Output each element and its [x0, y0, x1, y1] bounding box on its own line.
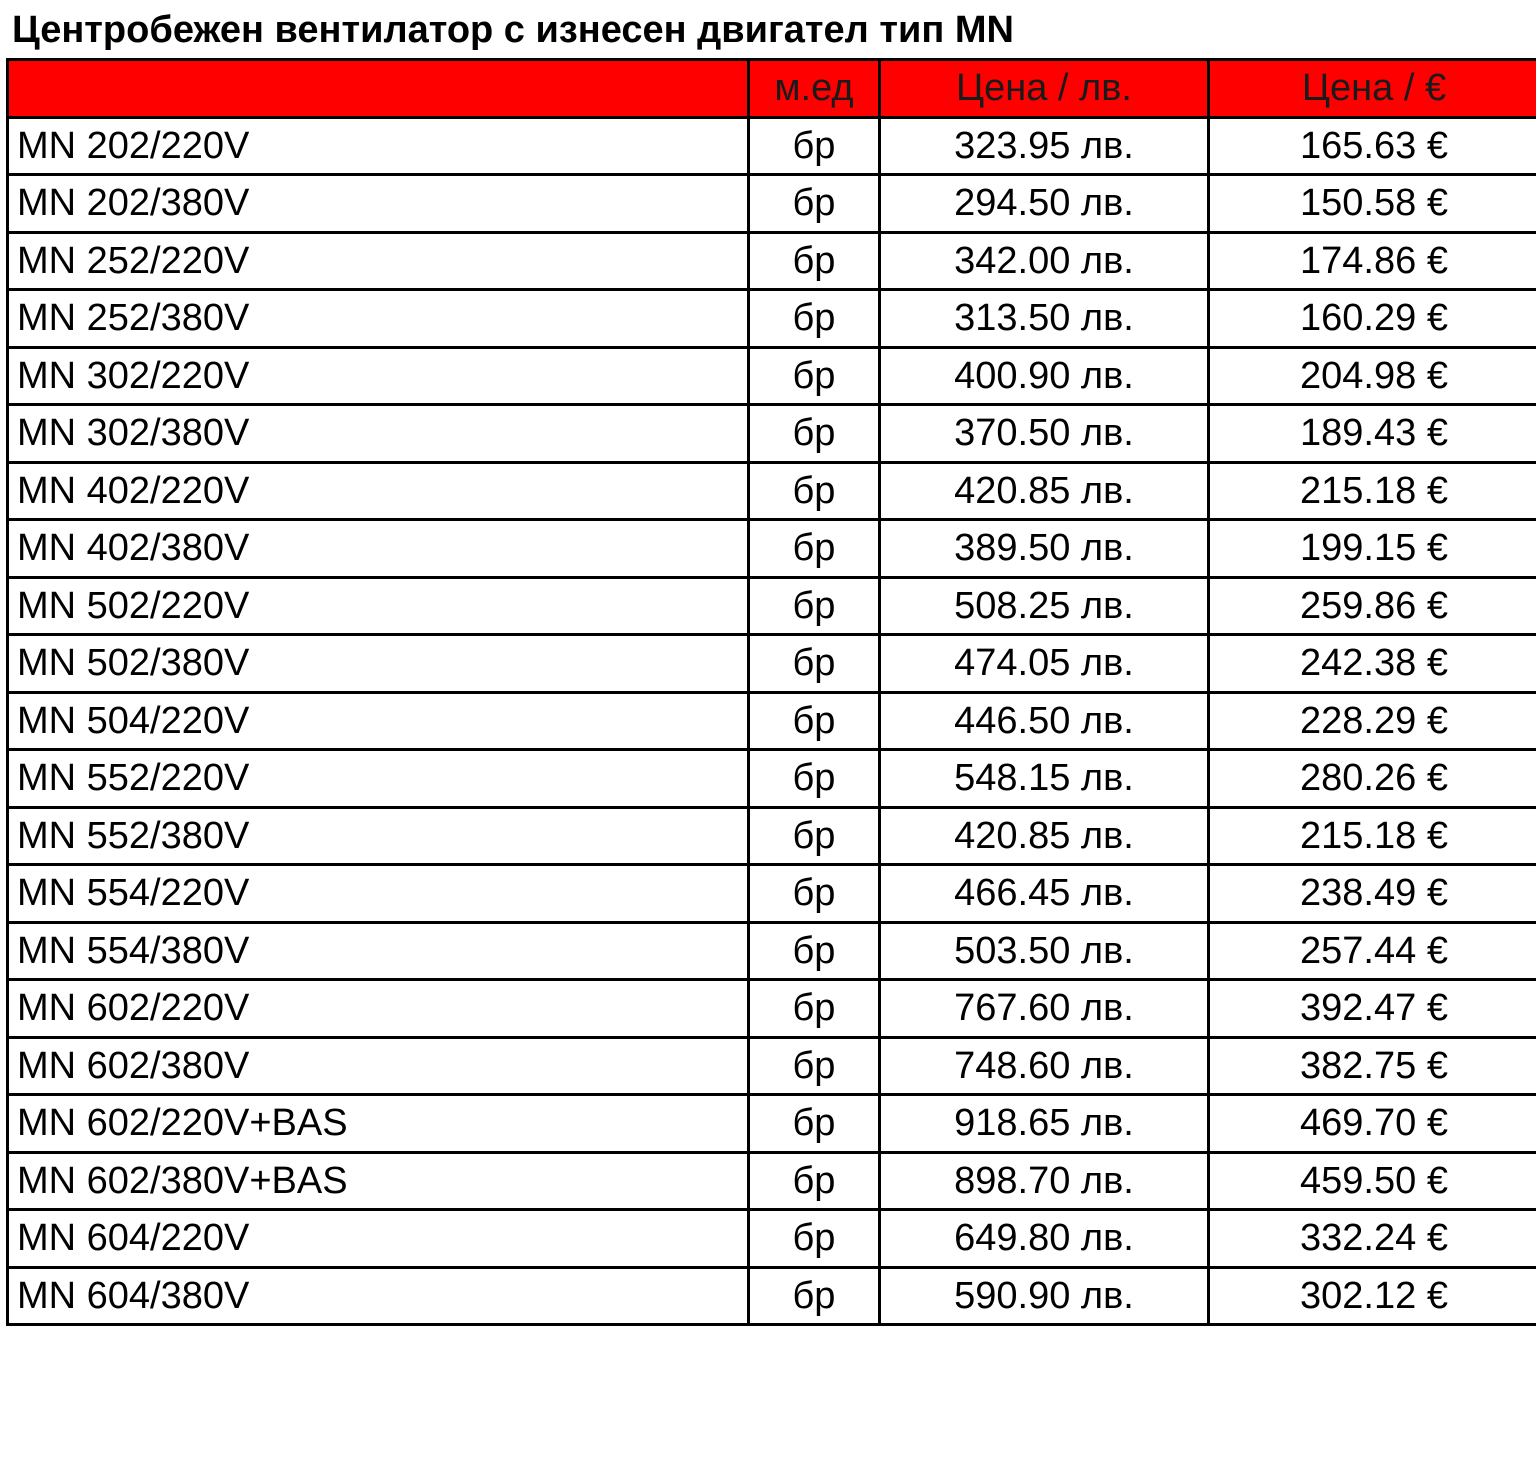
cell-unit: бр — [749, 1037, 880, 1095]
cell-unit: бр — [749, 750, 880, 808]
cell-price-eur: 215.18 € — [1209, 807, 1536, 865]
cell-price-eur: 228.29 € — [1209, 692, 1536, 750]
cell-unit: бр — [749, 865, 880, 923]
table-row — [8, 750, 1536, 808]
cell-product-name: MN 252/220V — [8, 232, 749, 290]
cell-price-eur: 160.29 € — [1209, 290, 1536, 348]
cell-price-bgn: 446.50 лв. — [880, 692, 1209, 750]
table-body — [8, 117, 1536, 1325]
cell-product-name: MN 502/220V — [8, 577, 749, 635]
cell-unit: бр — [749, 577, 880, 635]
cell-unit: бр — [749, 290, 880, 348]
cell-product-name: MN 602/220V+BAS — [8, 1095, 749, 1153]
cell-product-name: MN 602/380V — [8, 1037, 749, 1095]
cell-product-name: MN 602/380V+BAS — [8, 1152, 749, 1210]
cell-unit: бр — [749, 347, 880, 405]
cell-unit: бр — [749, 807, 880, 865]
cell-product-name: MN 554/380V — [8, 922, 749, 980]
cell-product-name: MN 252/380V — [8, 290, 749, 348]
cell-price-bgn: 748.60 лв. — [880, 1037, 1209, 1095]
table-row — [8, 807, 1536, 865]
header-price-eur: Цена / € — [1209, 60, 1536, 118]
cell-price-bgn: 420.85 лв. — [880, 807, 1209, 865]
cell-unit: бр — [749, 232, 880, 290]
cell-price-eur: 392.47 € — [1209, 980, 1536, 1038]
cell-unit: бр — [749, 635, 880, 693]
cell-price-bgn: 313.50 лв. — [880, 290, 1209, 348]
table-row — [8, 865, 1536, 923]
table-row — [8, 117, 1536, 175]
table-row — [8, 1267, 1536, 1325]
cell-product-name: MN 202/220V — [8, 117, 749, 175]
cell-unit: бр — [749, 980, 880, 1038]
table-row — [8, 462, 1536, 520]
cell-price-eur: 242.38 € — [1209, 635, 1536, 693]
cell-price-bgn: 649.80 лв. — [880, 1210, 1209, 1268]
cell-price-bgn: 474.05 лв. — [880, 635, 1209, 693]
cell-unit: бр — [749, 1095, 880, 1153]
cell-product-name: MN 402/380V — [8, 520, 749, 578]
header-unit: м.ед — [749, 60, 880, 118]
cell-price-eur: 302.12 € — [1209, 1267, 1536, 1325]
cell-price-eur: 238.49 € — [1209, 865, 1536, 923]
cell-price-bgn: 420.85 лв. — [880, 462, 1209, 520]
cell-price-eur: 215.18 € — [1209, 462, 1536, 520]
header-product — [8, 60, 749, 118]
cell-price-bgn: 590.90 лв. — [880, 1267, 1209, 1325]
table-row — [8, 290, 1536, 348]
cell-price-bgn: 466.45 лв. — [880, 865, 1209, 923]
header-price-bgn: Цена / лв. — [880, 60, 1209, 118]
cell-price-eur: 150.58 € — [1209, 175, 1536, 233]
cell-price-eur: 382.75 € — [1209, 1037, 1536, 1095]
cell-price-bgn: 503.50 лв. — [880, 922, 1209, 980]
cell-product-name: MN 554/220V — [8, 865, 749, 923]
cell-price-eur: 332.24 € — [1209, 1210, 1536, 1268]
cell-price-bgn: 400.90 лв. — [880, 347, 1209, 405]
table-row — [8, 520, 1536, 578]
cell-product-name: MN 302/220V — [8, 347, 749, 405]
cell-product-name: MN 552/380V — [8, 807, 749, 865]
cell-product-name: MN 602/220V — [8, 980, 749, 1038]
table-row — [8, 405, 1536, 463]
cell-price-bgn: 767.60 лв. — [880, 980, 1209, 1038]
cell-price-eur: 459.50 € — [1209, 1152, 1536, 1210]
cell-product-name: MN 202/380V — [8, 175, 749, 233]
table-row — [8, 232, 1536, 290]
cell-product-name: MN 552/220V — [8, 750, 749, 808]
table-row — [8, 692, 1536, 750]
cell-unit: бр — [749, 922, 880, 980]
cell-price-bgn: 918.65 лв. — [880, 1095, 1209, 1153]
cell-product-name: MN 502/380V — [8, 635, 749, 693]
cell-price-bgn: 323.95 лв. — [880, 117, 1209, 175]
cell-price-eur: 259.86 € — [1209, 577, 1536, 635]
cell-price-bgn: 294.50 лв. — [880, 175, 1209, 233]
page-title: Центробежен вентилатор с изнесен двигател тип MN — [12, 9, 1014, 51]
cell-price-eur: 189.43 € — [1209, 405, 1536, 463]
cell-price-bgn: 370.50 лв. — [880, 405, 1209, 463]
cell-price-bgn: 548.15 лв. — [880, 750, 1209, 808]
cell-unit: бр — [749, 692, 880, 750]
cell-unit: бр — [749, 462, 880, 520]
cell-price-bgn: 389.50 лв. — [880, 520, 1209, 578]
cell-unit: бр — [749, 520, 880, 578]
cell-unit: бр — [749, 1267, 880, 1325]
cell-unit: бр — [749, 175, 880, 233]
cell-price-eur: 165.63 € — [1209, 117, 1536, 175]
cell-product-name: MN 504/220V — [8, 692, 749, 750]
table-row — [8, 347, 1536, 405]
cell-price-bgn: 508.25 лв. — [880, 577, 1209, 635]
cell-price-eur: 257.44 € — [1209, 922, 1536, 980]
cell-price-eur: 280.26 € — [1209, 750, 1536, 808]
table-row — [8, 1095, 1536, 1153]
table-row — [8, 1037, 1536, 1095]
table-header-row — [8, 60, 1536, 118]
table-row — [8, 1152, 1536, 1210]
table-row — [8, 635, 1536, 693]
cell-unit: бр — [749, 1210, 880, 1268]
cell-unit: бр — [749, 405, 880, 463]
table-row — [8, 577, 1536, 635]
cell-price-eur: 469.70 € — [1209, 1095, 1536, 1153]
price-table — [6, 58, 1536, 1326]
cell-unit: бр — [749, 1152, 880, 1210]
table-row — [8, 1210, 1536, 1268]
cell-price-bgn: 342.00 лв. — [880, 232, 1209, 290]
cell-unit: бр — [749, 117, 880, 175]
cell-price-eur: 199.15 € — [1209, 520, 1536, 578]
table-row — [8, 980, 1536, 1038]
cell-product-name: MN 604/380V — [8, 1267, 749, 1325]
cell-product-name: MN 302/380V — [8, 405, 749, 463]
table-row — [8, 175, 1536, 233]
cell-price-eur: 174.86 € — [1209, 232, 1536, 290]
cell-product-name: MN 604/220V — [8, 1210, 749, 1268]
table-row — [8, 922, 1536, 980]
cell-price-bgn: 898.70 лв. — [880, 1152, 1209, 1210]
cell-product-name: MN 402/220V — [8, 462, 749, 520]
cell-price-eur: 204.98 € — [1209, 347, 1536, 405]
